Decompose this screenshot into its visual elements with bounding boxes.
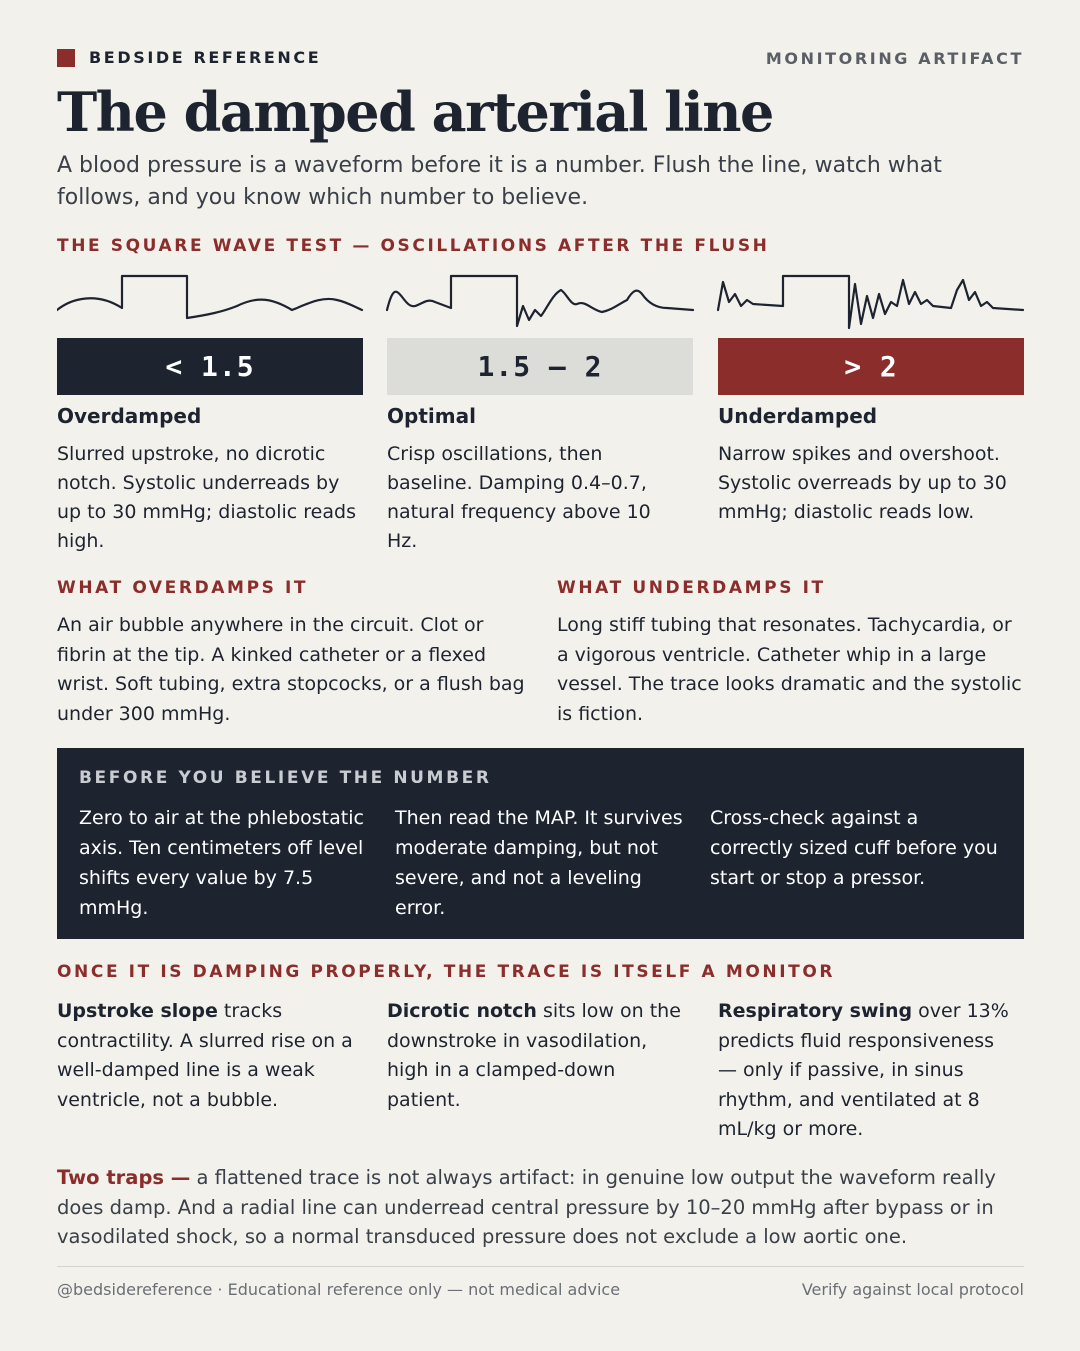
monitor-item-text: sits low on the downstroke in vasodilation, high in a clamped-down patient.: [387, 1000, 681, 1111]
footer-disclaimer: @bedsidereference · Educational reference only — not medical advice: [57, 1280, 621, 1299]
traps-note: [57, 1163, 1024, 1252]
page-subtitle: A blood pressure is a waveform before it is a number. Flush the line, watch what follows, and you know which number to believe.: [57, 153, 942, 210]
footer-divider: [57, 1266, 1024, 1267]
underdamped-description: Narrow spikes and overshoot. Systolic overreads by up to 30 mmHg; diastolic reads low.: [718, 443, 1007, 523]
brand-row: [57, 48, 1024, 70]
overdamped-description: Slurred upstroke, no dicrotic notch. Systolic underreads by up to 30 mmHg; diastolic reads high.: [57, 443, 356, 552]
underdamped-heading: Underdamped: [718, 404, 878, 428]
page-title: The damped arterial line: [57, 80, 773, 144]
monitor-item-upstroke: [57, 997, 357, 1115]
traps-lead: Two traps —: [57, 1166, 191, 1189]
overdamp-causes-heading: WHAT OVERDAMPS IT: [57, 578, 309, 598]
monitor-item-lead: Respiratory swing: [718, 1000, 913, 1022]
underdamped-badge: > 2: [718, 338, 1024, 395]
brand-name: BEDSIDE REFERENCE: [89, 48, 322, 67]
brand: [57, 48, 321, 67]
overdamped-heading: Overdamped: [57, 404, 202, 428]
square-wave-heading: THE SQUARE WAVE TEST — OSCILLATIONS AFTER THE FLUSH: [57, 236, 770, 256]
monitor-item-lead: Dicrotic notch: [387, 1000, 537, 1022]
overdamped-badge: < 1.5: [57, 338, 363, 395]
overdamp-causes-text: An air bubble anywhere in the circuit. Clot or fibrin at the tip. A kinked catheter or a flexed wrist. Soft tubing, extra stopcocks, or a flush bag under 300 mmHg.: [57, 614, 525, 725]
footer-protocol-note: Verify against local protocol: [801, 1280, 1024, 1299]
monitor-item-lead: Upstroke slope: [57, 1000, 218, 1022]
checklist-item: Cross-check against a correctly sized cuff before you start or stop a pressor.: [710, 807, 998, 889]
optimal-waveform-icon: [387, 276, 693, 326]
checklist-item: Then read the MAP. It survives moderate damping, but not severe, and not a leveling error.: [395, 807, 683, 919]
underdamp-causes-heading: WHAT UNDERDAMPS IT: [557, 578, 826, 598]
monitor-item-text: over 13% predicts fluid responsiveness — only if passive, in sinus rhythm, and ventilated at 8 mL/kg or more.: [718, 1000, 1009, 1140]
overdamped-waveform-icon: [57, 276, 362, 318]
optimal-heading: Optimal: [387, 404, 476, 428]
optimal-description: Crisp oscillations, then baseline. Damping 0.4–0.7, natural frequency above 10 Hz.: [387, 443, 651, 552]
optimal-badge: 1.5 – 2: [387, 338, 693, 395]
underdamped-waveform-icon: [718, 276, 1023, 328]
category-label: MONITORING ARTIFACT: [765, 49, 1024, 68]
monitor-item-respiratory: [718, 997, 1018, 1145]
square-wave-illustrations: [57, 270, 1024, 334]
checklist-panel: [57, 748, 1024, 939]
underdamp-causes-text: Long stiff tubing that resonates. Tachycardia, or a vigorous ventricle. Catheter whip in a large vessel. The trace looks dramatic and the systolic is fiction.: [557, 614, 1022, 725]
brand-square-icon: [57, 49, 75, 67]
monitor-item-dicrotic: [387, 997, 687, 1115]
monitor-heading: ONCE IT IS DAMPING PROPERLY, THE TRACE IS ITSELF A MONITOR: [57, 962, 836, 982]
checklist-heading: BEFORE YOU BELIEVE THE NUMBER: [79, 768, 492, 788]
traps-text: a flattened trace is not always artifact: in genuine low output the waveform really does damp. And a radial line can underread central pressure by 10–20 mmHg after bypass or in vasodilated shock, so a normal transduced pressure does not exclude a low aortic one.: [57, 1166, 996, 1248]
checklist-item: Zero to air at the phlebostatic axis. Ten centimeters off level shifts every value by 7.5 mmHg.: [79, 807, 364, 919]
monitor-item-text: tracks contractility. A slurred rise on a well-damped line is a weak ventricle, not a bubble.: [57, 1000, 353, 1111]
